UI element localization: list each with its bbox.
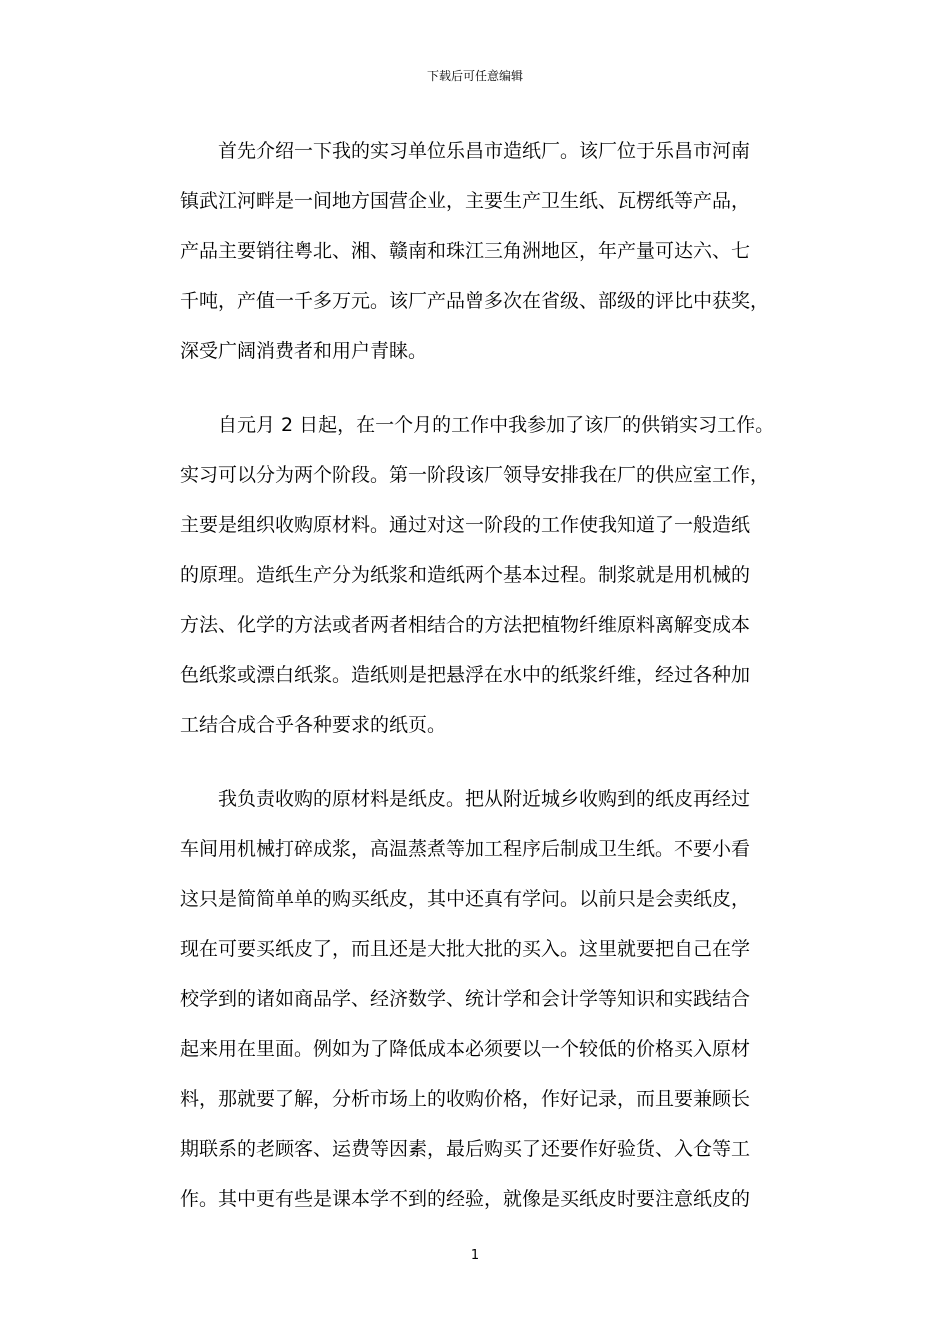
- text-line: 车间用机械打碎成浆，高温蒸煮等加工程序后制成卫生纸。不要小看: [180, 838, 751, 860]
- document-body: [180, 126, 775, 1248]
- text-line: 镇武江河畔是一间地方国营企业，主要生产卫生纸、瓦楞纸等产品，: [180, 190, 751, 212]
- text-line: 我负责收购的原材料是纸皮。把从附近城乡收购到的纸皮再经过: [218, 788, 751, 810]
- text-line: 起来用在里面。例如为了降低成本必须要以一个较低的价格买入原材: [180, 1038, 751, 1060]
- text-line: 千吨，产值一千多万元。该厂产品曾多次在省级、部级的评比中获奖，: [180, 290, 770, 312]
- text-line: 校学到的诸如商品学、经济数学、统计学和会计学等知识和实践结合: [180, 988, 751, 1010]
- text-line: 方法、化学的方法或者两者相结合的方法把植物纤维原料离解变成本: [180, 614, 751, 636]
- text-line: 料，那就要了解，分析市场上的收购价格，作好记录，而且要兼顾长: [180, 1088, 751, 1110]
- text-line: 自元月 2 日起，在一个月的工作中我参加了该厂的供销实习工作。: [218, 414, 775, 436]
- text-line: 工结合成合乎各种要求的纸页。: [180, 714, 447, 736]
- paragraph-2: [180, 400, 775, 750]
- text-line: 期联系的老顾客、运费等因素，最后购买了还要作好验货、入仓等工: [180, 1138, 751, 1160]
- text-line: 产品主要销往粤北、湘、赣南和珠江三角洲地区，年产量可达六、七: [180, 240, 751, 262]
- text-line: 的原理。造纸生产分为纸浆和造纸两个基本过程。制浆就是用机械的: [180, 564, 751, 586]
- text-line: 主要是组织收购原材料。通过对这一阶段的工作使我知道了一般造纸: [180, 514, 751, 536]
- page-header: 下载后可任意编辑: [426, 69, 523, 83]
- text-line: 深受广阔消费者和用户青睐。: [180, 340, 428, 362]
- paragraph-3: [180, 774, 760, 1224]
- text-line: 现在可要买纸皮了，而且还是大批大批的买入。这里就要把自己在学: [180, 938, 751, 960]
- page-number: 1: [470, 1248, 480, 1263]
- text-line: 这只是简简单单的购买纸皮，其中还真有学问。以前只是会卖纸皮，: [180, 888, 751, 910]
- text-line: 实习可以分为两个阶段。第一阶段该厂领导安排我在厂的供应室工作，: [180, 464, 770, 486]
- text-line: 首先介绍一下我的实习单位乐昌市造纸厂。该厂位于乐昌市河南: [218, 140, 751, 162]
- paragraph-1: [180, 126, 770, 376]
- text-line: 作。其中更有些是课本学不到的经验，就像是买纸皮时要注意纸皮的: [180, 1188, 751, 1210]
- text-line: 色纸浆或漂白纸浆。造纸则是把悬浮在水中的纸浆纤维，经过各种加: [180, 664, 751, 686]
